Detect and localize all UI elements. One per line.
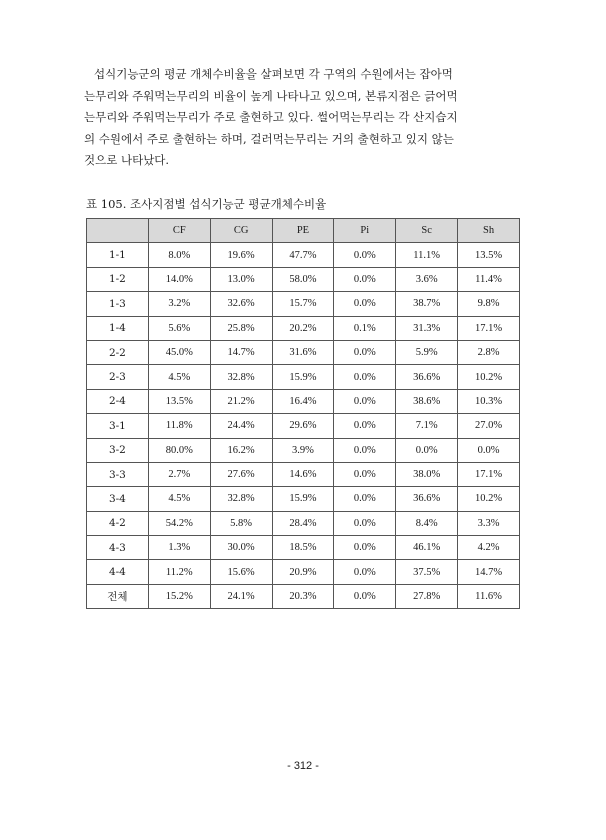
table-cell: 46.1%	[396, 536, 458, 560]
table-row	[87, 243, 520, 267]
table-cell: 27.0%	[458, 414, 520, 438]
table-cell: 27.8%	[396, 584, 458, 608]
table-cell: 11.2%	[148, 560, 210, 584]
table-cell: 16.4%	[272, 389, 334, 413]
table-row	[87, 340, 520, 364]
table-row	[87, 292, 520, 316]
table-cell: 80.0%	[148, 438, 210, 462]
table-cell: 0.0%	[334, 389, 396, 413]
table-cell: 3.9%	[272, 438, 334, 462]
table-cell: 14.6%	[272, 462, 334, 486]
table-cell: 32.6%	[210, 292, 272, 316]
table-cell: 0.0%	[334, 584, 396, 608]
table-cell: 0.0%	[334, 536, 396, 560]
table-cell: 11.6%	[458, 584, 520, 608]
table-cell: 54.2%	[148, 511, 210, 535]
table-cell: 24.4%	[210, 414, 272, 438]
table-cell: 20.2%	[272, 316, 334, 340]
table-cell: 0.0%	[334, 511, 396, 535]
table-row	[87, 462, 520, 486]
table-cell: 45.0%	[148, 340, 210, 364]
header-cell-sc: Sc	[396, 219, 458, 243]
row-label-cell: 4-4	[87, 560, 149, 584]
header-cell-pe: PE	[272, 219, 334, 243]
row-label-cell: 1-4	[87, 316, 149, 340]
table-cell: 15.9%	[272, 365, 334, 389]
table-cell: 36.6%	[396, 487, 458, 511]
table-cell: 10.2%	[458, 487, 520, 511]
table-cell: 19.6%	[210, 243, 272, 267]
row-label-cell: 1-3	[87, 292, 149, 316]
table-cell: 8.4%	[396, 511, 458, 535]
table-cell: 3.3%	[458, 511, 520, 535]
row-label-cell: 2-4	[87, 389, 149, 413]
paragraph-line: 것으로 나타났다.	[84, 153, 170, 167]
table-cell: 58.0%	[272, 267, 334, 291]
table-cell: 3.2%	[148, 292, 210, 316]
table-cell: 37.5%	[396, 560, 458, 584]
feeding-group-table	[86, 218, 520, 609]
table-cell: 36.6%	[396, 365, 458, 389]
table-cell: 27.6%	[210, 462, 272, 486]
header-cell-pi: Pi	[334, 219, 396, 243]
table-cell: 11.1%	[396, 243, 458, 267]
table-cell: 20.3%	[272, 584, 334, 608]
table-cell: 31.3%	[396, 316, 458, 340]
table-cell: 16.2%	[210, 438, 272, 462]
table-cell: 18.5%	[272, 536, 334, 560]
table-row	[87, 511, 520, 535]
table-cell: 13.5%	[458, 243, 520, 267]
table-cell: 0.0%	[334, 438, 396, 462]
table-cell: 38.6%	[396, 389, 458, 413]
table-row	[87, 584, 520, 608]
table-cell: 31.6%	[272, 340, 334, 364]
table-row	[87, 389, 520, 413]
table-cell: 4.2%	[458, 536, 520, 560]
table-cell: 0.0%	[396, 438, 458, 462]
table-cell: 32.8%	[210, 365, 272, 389]
table-row	[87, 487, 520, 511]
table-body	[87, 243, 520, 609]
table-cell: 5.8%	[210, 511, 272, 535]
table-cell: 30.0%	[210, 536, 272, 560]
table-cell: 4.5%	[148, 487, 210, 511]
table-row	[87, 414, 520, 438]
table-cell: 0.0%	[334, 560, 396, 584]
table-cell: 38.0%	[396, 462, 458, 486]
paragraph-line: 섭식기능군의 평균 개체수비율을 살펴보면 각 구역의 수원에서는 잡아먹	[94, 67, 453, 81]
paragraph-line: 는무리와 주워먹는무리가 주로 출현하고 있다. 썰어먹는무리는 각 산지습지	[84, 110, 458, 124]
body-paragraph	[84, 64, 524, 172]
row-label-cell: 3-4	[87, 487, 149, 511]
table-row	[87, 438, 520, 462]
table-header-row	[87, 219, 520, 243]
header-cell-corner	[87, 219, 149, 243]
table-caption: 표 105. 조사지점별 섭식기능군 평균개체수비율	[86, 197, 327, 211]
table-cell: 0.0%	[334, 340, 396, 364]
table-cell: 5.6%	[148, 316, 210, 340]
table-cell: 47.7%	[272, 243, 334, 267]
table-cell: 29.6%	[272, 414, 334, 438]
table-cell: 32.8%	[210, 487, 272, 511]
table-cell: 9.8%	[458, 292, 520, 316]
table-cell: 15.2%	[148, 584, 210, 608]
table-cell: 2.7%	[148, 462, 210, 486]
header-cell-cf: CF	[148, 219, 210, 243]
row-label-cell: 2-2	[87, 340, 149, 364]
paragraph-line: 는무리와 주워먹는무리의 비율이 높게 나타나고 있으며, 본류지점은 긁어먹	[84, 88, 458, 103]
row-label-cell: 3-1	[87, 414, 149, 438]
table-cell: 3.6%	[396, 267, 458, 291]
table-cell: 38.7%	[396, 292, 458, 316]
table-cell: 20.9%	[272, 560, 334, 584]
header-cell-cg: CG	[210, 219, 272, 243]
table-cell: 15.6%	[210, 560, 272, 584]
table-cell: 11.8%	[148, 414, 210, 438]
table-cell: 13.0%	[210, 267, 272, 291]
table-cell: 15.9%	[272, 487, 334, 511]
row-label-cell: 전체	[87, 584, 149, 608]
table-cell: 13.5%	[148, 389, 210, 413]
row-label-cell: 4-2	[87, 511, 149, 535]
table-cell: 0.0%	[334, 267, 396, 291]
table-cell: 1.3%	[148, 536, 210, 560]
table-cell: 14.7%	[458, 560, 520, 584]
table-cell: 4.5%	[148, 365, 210, 389]
table-cell: 11.4%	[458, 267, 520, 291]
table-cell: 24.1%	[210, 584, 272, 608]
table-cell: 0.0%	[334, 243, 396, 267]
table-cell: 14.7%	[210, 340, 272, 364]
row-label-cell: 2-3	[87, 365, 149, 389]
table-cell: 5.9%	[396, 340, 458, 364]
table-row	[87, 560, 520, 584]
table-cell: 17.1%	[458, 316, 520, 340]
table-cell: 2.8%	[458, 340, 520, 364]
table-cell: 0.0%	[334, 414, 396, 438]
table-cell: 0.0%	[334, 487, 396, 511]
paragraph-line: 의 수원에서 주로 출현하는 하며, 걸러먹는무리는 거의 출현하고 있지 않는	[84, 131, 454, 146]
table-row	[87, 365, 520, 389]
page-number: - 312 -	[287, 760, 319, 772]
table-cell: 8.0%	[148, 243, 210, 267]
table-cell: 14.0%	[148, 267, 210, 291]
table-cell: 25.8%	[210, 316, 272, 340]
row-label-cell: 4-3	[87, 536, 149, 560]
table-row	[87, 316, 520, 340]
table-row	[87, 267, 520, 291]
table-cell: 17.1%	[458, 462, 520, 486]
table-cell: 0.0%	[334, 292, 396, 316]
table-cell: 0.0%	[334, 365, 396, 389]
row-label-cell: 1-2	[87, 267, 149, 291]
table-cell: 10.2%	[458, 365, 520, 389]
table-cell: 10.3%	[458, 389, 520, 413]
row-label-cell: 3-2	[87, 438, 149, 462]
header-cell-sh: Sh	[458, 219, 520, 243]
table-cell: 0.0%	[458, 438, 520, 462]
table-cell: 0.1%	[334, 316, 396, 340]
table-cell: 28.4%	[272, 511, 334, 535]
table-cell: 15.7%	[272, 292, 334, 316]
table-cell: 21.2%	[210, 389, 272, 413]
row-label-cell: 3-3	[87, 462, 149, 486]
table-row	[87, 536, 520, 560]
table-cell: 0.0%	[334, 462, 396, 486]
row-label-cell: 1-1	[87, 243, 149, 267]
table-cell: 7.1%	[396, 414, 458, 438]
